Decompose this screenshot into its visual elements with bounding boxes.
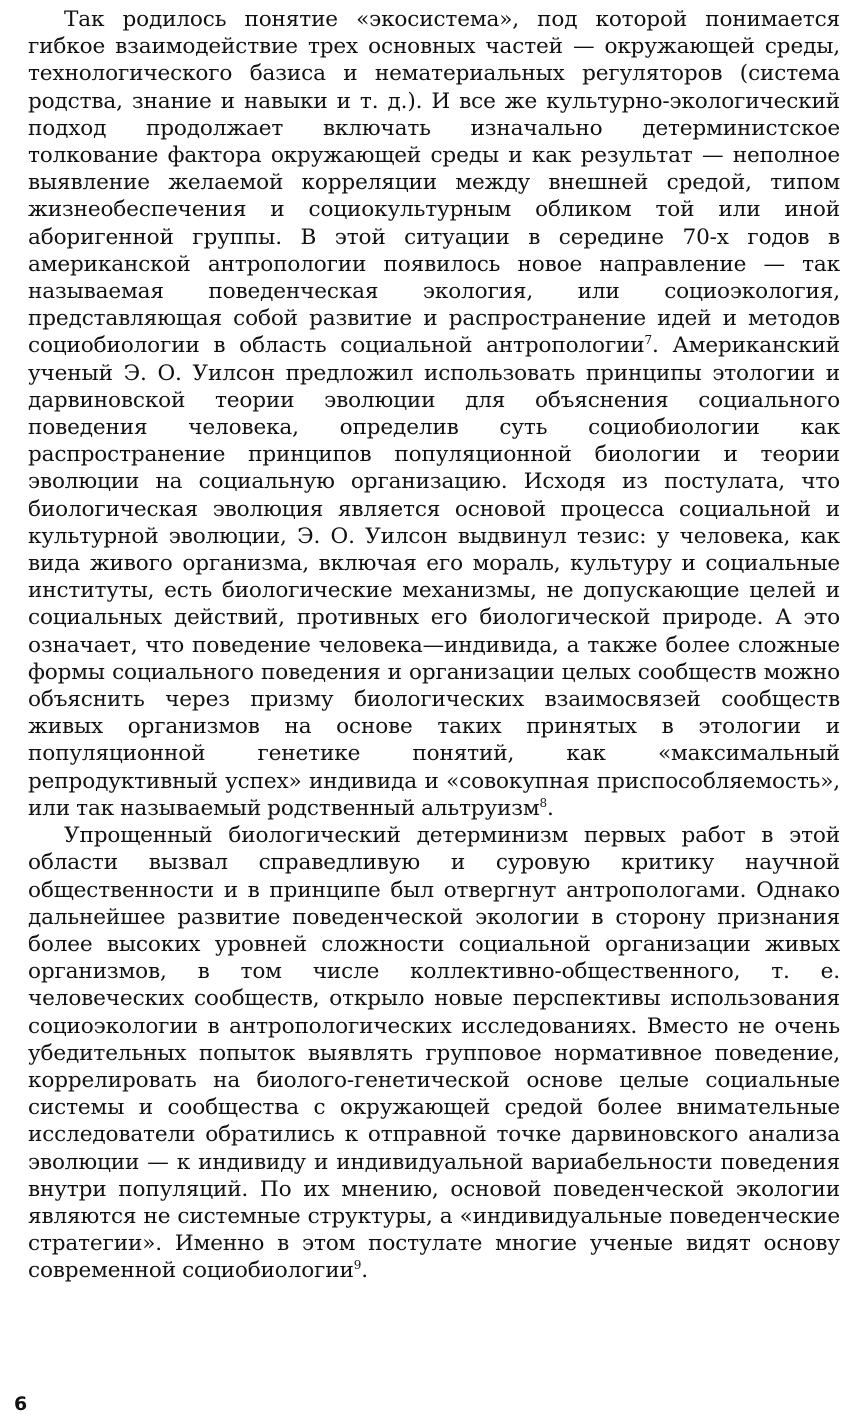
paragraph-2-end: .	[361, 1258, 368, 1284]
paragraph-2	[28, 822, 840, 1284]
paragraph-1-text: Так родилось понятие «экосистема», под которой понимается гибкое взаимодействие трех основных частей — окружающей среды, технологического базиса и нематериальных регуляторов (система родства, знание и навыки и т. д.). И все же культурно-экологический подход продолжает включать изначально детерминистское толкование фактора окружающей среды и как результат — неполное выявление желаемой корреляции между внешней средой, типом жизнеобеспечения и социокультурным обликом той или иной аборигенной группы. В этой ситуации в середине 70-х годов в американской антропологии появилось новое направление — так называемая поведенческая экология, или социоэкология, представляющая собой развитие и распространение идей и методов социобиологии в область социальной антропологии	[28, 7, 840, 359]
page-body	[28, 6, 840, 1285]
paragraph-1-end: .	[547, 795, 554, 821]
paragraph-2-text: Упрощенный биологический детерминизм первых работ в этой области вызвал справедливую и суровую критику научной общественности и в принципе был отвергнут антропологами. Однако дальнейшее развитие поведенческой экологии в сторону признания более высоких уровней сложности социальной организации живых организмов, в том числе коллективно-общественного, т. е. человеческих сообществ, открыло новые перспективы использования социоэкологии в антропологических исследованиях. Вместо не очень убедительных попыток выявлять групповое нормативное поведение, коррелировать на биолого-генетической основе целые социальные системы и сообщества с окружающей средой более внимательные исследователи обратились к отправной точке дарвиновского анализа эволюции — к индивиду и индивидуальной вариабельности поведения внутри популяций. По их мнению, основой поведенческой экологии являются не системные структуры, а «индивидуальные поведенческие стратегии». Именно в этом постулате многие ученые видят основу современной социобиологии	[28, 823, 840, 1284]
footnote-ref-8: 8	[539, 795, 548, 810]
page-number: 6	[14, 1393, 28, 1415]
paragraph-1	[28, 6, 840, 822]
footnote-ref-9: 9	[353, 1258, 362, 1273]
footnote-ref-7: 7	[644, 333, 653, 348]
paragraph-1-text-continued: . Американский ученый Э. О. Уилсон предложил использовать принципы этологии и дарвиновской теории эволюции для объяснения социального поведения человека, определив суть социобиологии как распространение принципов популяционной биологии и теории эволюции на социальную организацию. Исходя из постулата, что биологическая эволюция является основой процесса социальной и культурной эволюции, Э. О. Уилсон выдвинул тезис: у человека, как вида живого организма, включая его мораль, культуру и социальные институты, есть биологические механизмы, не допускающие целей и социальных действий, противных его биологической природе. А это означает, что поведение человека—индивида, а также более сложные формы социального поведения и организации целых сообществ можно объяснить через призму биологических взаимосвязей сообществ живых организмов на основе таких принятых в этологии и популяционной генетике понятий, как «максимальный репродуктивный успех» индивида и «совокупная приспособляемость», или так называемый родственный альтруизм	[28, 333, 840, 821]
